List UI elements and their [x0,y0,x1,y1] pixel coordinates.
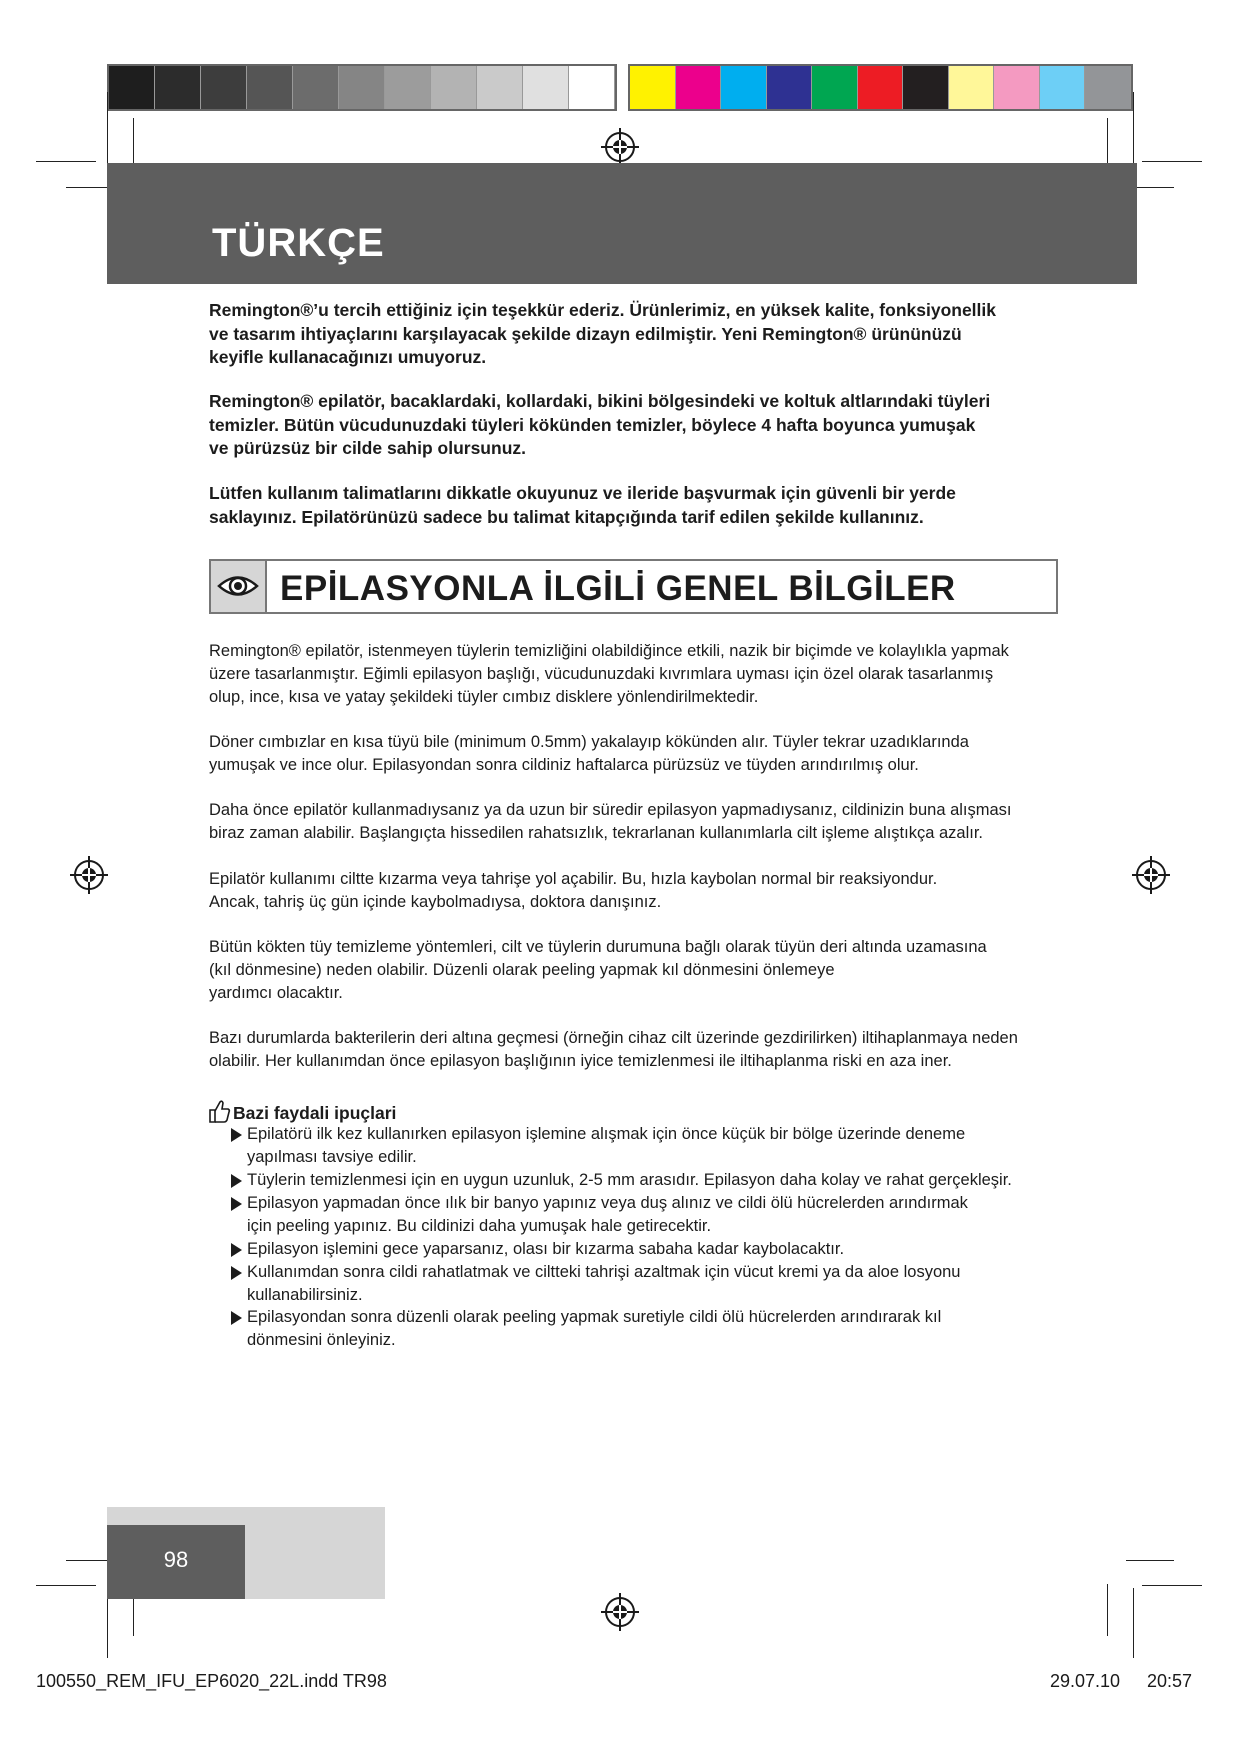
color-swatch [431,66,477,109]
text-line: Remington® epilatör, bacaklardaki, kollardaki, bikini bölgesindeki ve koltuk altlarındaki tüyleri [209,391,991,411]
tip-item [247,1123,1097,1169]
color-swatch [994,66,1040,109]
intro-paragraph-2 [209,390,1089,461]
color-swatch [569,66,615,109]
text-line: saklayınız. Epilatörünüzü sadece bu talimat kitapçığında tarif edilen şekilde kullanınız. [209,506,924,527]
bullet-arrow-icon [231,1243,242,1257]
text-line: Epilatörü ilk kez kullanırken epilasyon işlemine alışmak için önce küçük bir bölge üzerinde deneme [247,1125,966,1143]
text-line: dönmesini önleyiniz. [247,1331,396,1349]
page-number: 98 [163,1547,189,1572]
body-paragraph [209,799,1109,845]
page-title: TÜRKÇE [212,221,385,265]
color-swatch [339,66,385,109]
registration-mark-icon [599,1591,641,1633]
text-line: kullanabilirsiniz. [247,1286,363,1304]
bullet-arrow-icon [231,1311,242,1325]
tip-item [247,1261,1097,1307]
color-swatch [858,66,904,109]
color-swatch [721,66,767,109]
registration-mark-icon [68,854,110,896]
color-swatch [1040,66,1086,109]
text-line: Bazı durumlarda bakterilerin deri altına geçmesi (örneğin cihaz cilt üzerinde gezdirilirken) iltihaplanmaya neden [209,1029,1018,1047]
footer-file-info: 100550_REM_IFU_EP6020_22L.indd TR98 [36,1671,387,1691]
text-line: Epilasyon işlemini gece yaparsanız, olası bir kızarma sabaha kadar kaybolacaktır. [247,1240,845,1258]
color-swatch [812,66,858,109]
color-swatch [385,66,431,109]
intro-paragraph-3 [209,482,1089,529]
bullet-arrow-icon [231,1266,242,1280]
intro-paragraph-1 [209,299,1089,370]
text-line: Epilatör kullanımı ciltte kızarma veya tahrişe yol açabilir. Bu, hızla kaybolan normal bir reaksiyondur. [209,870,938,888]
color-swatch [903,66,949,109]
color-swatch [201,66,247,109]
color-swatch [155,66,201,109]
footer-date: 29.07.10 [1050,1671,1121,1691]
text-line: Remington®’u tercih ettiğiniz için teşekkür ederiz. Ürünlerimiz, en yüksek kalite, fonksiyonellik [209,300,996,320]
text-line: biraz zaman alabilir. Başlangıçta hissedilen rahatsızlık, tekrarlanan kullanımlarla cilt işleme alıştıkça azalır. [209,824,984,842]
eye-icon [211,561,265,612]
text-line: ve pürüzsüz bir cilde sahip olursunuz. [209,438,526,458]
text-line: olabilir. Her kullanımdan önce epilasyon başlığının iyice temizlenmesi ile iltihaplanma riski en aza iner. [209,1052,952,1070]
body-paragraph [209,731,1109,777]
text-line: Daha önce epilatör kullanmadıysanız ya da uzun bir süredir epilasyon yapmadıysanız, cildinizin buna alışması [209,801,1012,819]
text-line: Epilasyondan sonra düzenli olarak peeling yapmak suretiyle cildi ölü hücrelerden arındırarak kıl [247,1308,942,1326]
bullet-arrow-icon [231,1197,242,1211]
text-line: Ancak, tahriş üç gün içinde kaybolmadıysa, doktora danışınız. [209,893,662,911]
color-swatch [109,66,155,109]
body-paragraph [209,1027,1109,1073]
body-paragraph [209,936,1109,1005]
text-line: Remington® epilatör, istenmeyen tüylerin temizliğini olabildiğince etkili, nazik bir biçimde ve kolaylıkla yapmak [209,642,1009,660]
color-swatch [630,66,676,109]
body-paragraph [209,640,1109,709]
bullet-arrow-icon [231,1128,242,1142]
body-paragraph [209,868,1109,914]
tip-item [247,1169,1097,1192]
tip-item [247,1192,1097,1238]
text-line: Döner cımbızlar en kısa tüyü bile (minimum 0.5mm) yakalayıp kökünden alır. Tüyler tekrar uzadıklarında [209,733,969,751]
text-line: yumuşak ve ince olur. Epilasyondan sonra cildiniz haftalarca pürüzsüz ve tüyden arındırılmış olur. [209,756,919,774]
process-color-bar [628,64,1133,111]
color-swatch [1085,66,1131,109]
color-swatch [676,66,722,109]
eye-icon-cell [211,561,267,612]
text-line: Epilasyon yapmadan önce ılık bir banyo yapınız veya duş alınız ve cildi ölü hücrelerden arındırmak [247,1194,968,1212]
color-swatch [477,66,523,109]
tip-item [247,1306,1097,1352]
tips-title: Bazi faydali ipuçlari [233,1103,397,1123]
text-line: Kullanımdan sonra cildi rahatlatmak ve ciltteki tahrişi azaltmak için vücut kremi ya da aloe losyonu [247,1263,961,1281]
text-line: için peeling yapınız. Bu cildinizi daha yumuşak hale getirecektir. [247,1217,712,1235]
tip-item [247,1238,1097,1261]
language-header [107,163,1137,284]
registration-mark-icon [1130,854,1172,896]
text-line: yapılması tavsiye edilir. [247,1148,417,1166]
text-line: yardımcı olacaktır. [209,984,343,1002]
text-line: Bütün kökten tüy temizleme yöntemleri, cilt ve tüylerin durumuna bağlı olarak tüyün deri altında uzamasına [209,938,987,956]
text-line: temizler. Bütün vücudunuzdaki tüyleri kökünden temizler, böylece 4 hafta boyunca yumuşak [209,414,976,435]
bullet-arrow-icon [231,1174,242,1188]
text-line: Lütfen kullanım talimatlarını dikkatle okuyunuz ve ileride başvurmak için güvenli bir yerde [209,483,956,503]
color-swatch [767,66,813,109]
color-swatch [523,66,569,109]
thumbs-up-icon [207,1098,231,1124]
text-line: üzere tasarlanmıştır. Eğimli epilasyon başlığı, vücudunuzdaki kıvrımlara uyması için özel olarak tasarlanmış [209,665,994,683]
color-swatch [247,66,293,109]
text-line: ve tasarım ihtiyaçlarını karşılayacak şekilde dizayn edilmiştir. Yeni Remington® ürününüzü [209,323,962,344]
grayscale-color-bar [107,64,617,111]
footer-time: 20:57 [1147,1671,1193,1691]
color-swatch [293,66,339,109]
text-line: Tüylerin temizlenmesi için en uygun uzunluk, 2-5 mm arasıdır. Epilasyon daha kolay ve rahat gerçekleşir. [247,1171,1012,1189]
section-title: EPİLASYONLA İLGİLİ GENEL BİLGİLER [280,569,956,608]
color-swatch [949,66,995,109]
page-number-tab [107,1525,245,1599]
text-line: keyifle kullanacağınızı umuyoruz. [209,347,487,367]
text-line: olup, ince, kısa ve yatay şekildeki tüyler cımbız disklere yönlendirilmektedir. [209,688,759,706]
text-line: (kıl dönmesine) neden olabilir. Düzenli olarak peeling yapmak kıl dönmesini önlemeye [209,961,835,979]
registration-mark-icon [599,126,641,168]
section-heading [209,559,1058,614]
